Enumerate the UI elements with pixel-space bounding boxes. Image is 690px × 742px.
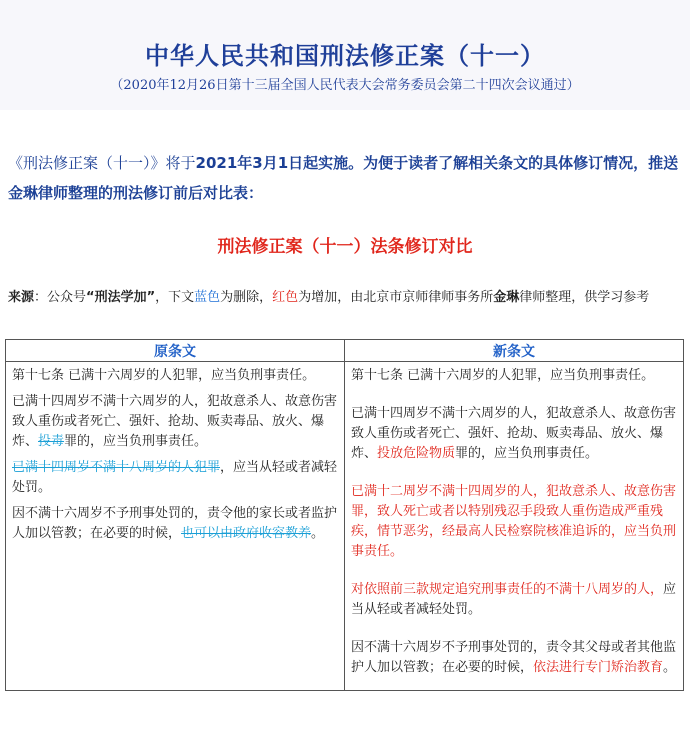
column-header-new: 新条文 [345,340,684,362]
source-text-1: ，下文 [155,290,195,305]
source-text-3: 为增加，由北京市京师律师事务所 [298,290,494,305]
source-lawyer: 金琳 [493,290,520,305]
source-blue-word: 蓝色 [194,290,221,305]
source-label: 来源 [8,290,35,305]
paragraph-gap [351,568,677,580]
new-p5-text: 因不满十六周岁不予刑事处罚的，责令其父母或者其他监护人加以管教；在必要的时候， [351,640,677,675]
source-note [8,286,684,310]
old-text-cell [6,362,345,691]
source-colon: ：公众号 [34,290,87,305]
new-paragraph-3: 已满十二周岁不满十四周岁的人，犯故意杀人、故意伤害罪，致人死亡或者以特别残忍手段致人重伤造成严重残疾，情节恶劣，经最高人民检察院核准追诉的，应当负刑事责任。 [351,484,677,559]
old-p3-text: ，应当从轻或者减轻处罚。 [12,460,338,495]
new-text-cell [345,362,684,691]
new-p4-text: 应当从轻或者减轻处罚。 [351,582,677,617]
intro-paragraph [8,148,684,208]
source-red-word: 红色 [272,290,299,305]
old-p4-deleted: 也可以由政府收容教养 [181,526,312,541]
new-p4-added: 对依照前三款规定追究刑事责任的不满十八周岁的人， [351,582,664,597]
old-p3-deleted: 已满十四周岁不满十八周岁的人犯罪 [12,460,221,475]
intro-text-1: 《刑法修正案（十一）》将于 [8,154,196,172]
new-paragraph-5 [351,638,677,678]
paragraph-gap [351,470,677,482]
page-subtitle: （2020年12月26日第十三届全国人民代表大会常务委员会第二十四次会议通过） [110,78,580,93]
section-title: 刑法修正案（十一）法条修订对比 [217,237,473,257]
source-account: “刑法学加” [86,290,156,305]
intro-date: 2021年3月1日 [195,154,304,172]
new-paragraph-1: 第十七条 已满十六周岁的人犯罪，应当负刑事责任。 [351,368,655,383]
new-paragraph-4 [351,580,677,620]
source-text-4: 律师整理，供学习参考 [519,290,650,305]
new-p5-text-end: 。 [663,660,677,675]
old-paragraph-3 [12,458,338,498]
old-p2-text-end: 罪的，应当负刑事责任。 [64,434,208,449]
new-p5-added: 依法进行专门矫治教育 [533,660,664,675]
old-paragraph-2 [12,392,338,452]
new-paragraph-2 [351,404,677,464]
old-paragraph-1: 第十七条 已满十六周岁的人犯罪，应当负刑事责任。 [12,368,316,383]
new-p2-text-end: 罪的，应当负刑事责任。 [455,446,599,461]
comparison-table [5,339,684,691]
page-title: 中华人民共和国刑法修正案（十一） [145,41,545,70]
old-paragraph-4 [12,504,338,544]
paragraph-gap [351,626,677,638]
new-p2-text: 已满十四周岁不满十六周岁的人，犯故意杀人、故意伤害致人重伤或者死亡、强奸、抢劫、贩卖毒品、放火、爆炸、 [351,406,677,461]
old-p2-deleted: 投毒 [38,434,65,449]
old-p4-text-end: 。 [311,526,325,541]
table-row [6,362,684,691]
column-header-old: 原条文 [6,340,345,362]
source-text-2: 为删除， [220,290,273,305]
paragraph-gap [351,392,677,404]
intro-text-2: 起实施。为便于读者了解相关条文的具体修订情况，推送金琳律师整理的刑法修订前后对比表： [8,154,679,202]
table-header-row [6,340,684,362]
old-p4-text: 因不满十六周岁不予刑事处罚的，责令他的家长或者监护人加以管教；在必要的时候， [12,506,338,541]
header-banner [0,0,690,110]
old-p2-text: 已满十四周岁不满十六周岁的人，犯故意杀人、故意伤害致人重伤或者死亡、强奸、抢劫、贩卖毒品、放火、爆炸、 [12,394,338,449]
new-p2-added: 投放危险物质 [377,446,456,461]
